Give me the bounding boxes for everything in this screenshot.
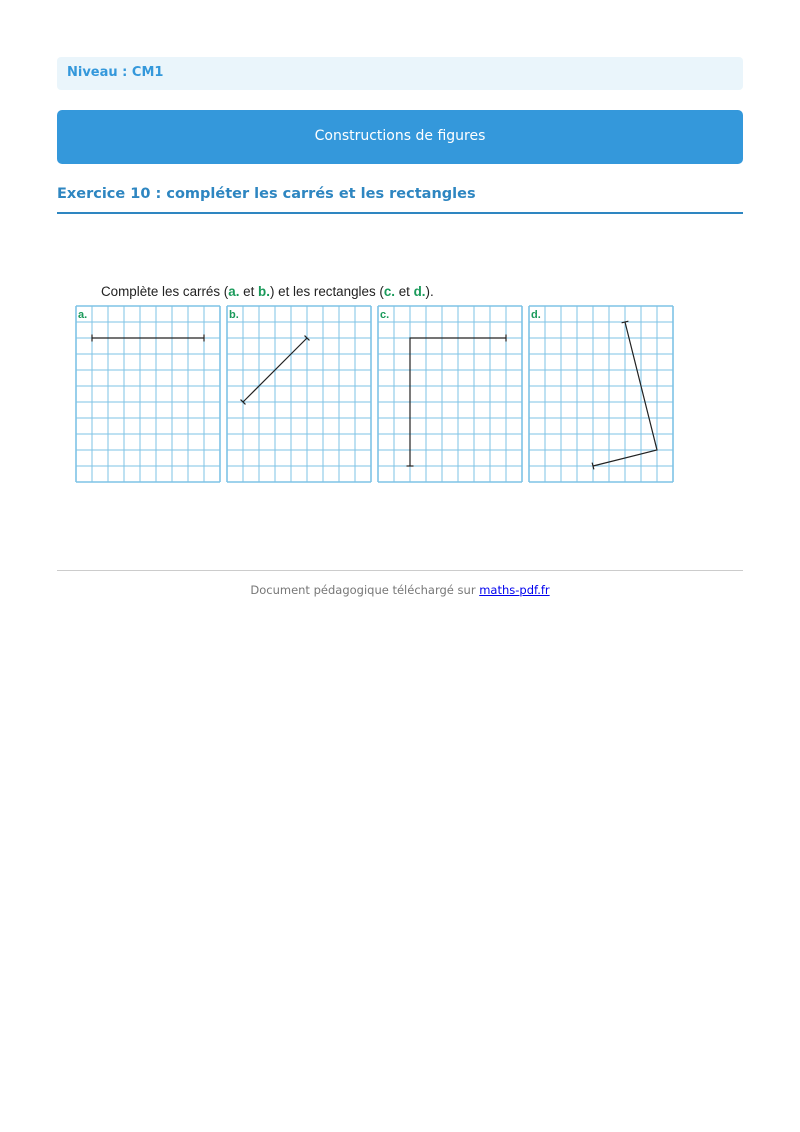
level-label: Niveau : CM1 — [67, 65, 164, 80]
instruction-ref-d: d. — [413, 284, 426, 299]
footer — [0, 583, 800, 597]
title-banner — [57, 110, 743, 164]
instruction-ref-b: b. — [258, 284, 270, 299]
worksheet-figure — [70, 280, 680, 486]
grid-panel-d — [529, 306, 673, 482]
grid-panels — [70, 280, 680, 486]
exercise-title: Exercice 10 : compléter les carrés et les rectangles — [57, 186, 476, 202]
endpoint-tick — [622, 321, 629, 323]
instruction-et1: et — [239, 284, 259, 299]
instruction-part1: Complète les carrés ( — [101, 284, 229, 299]
panel-label: a. — [78, 309, 88, 321]
instruction-part3: ). — [425, 284, 434, 299]
instruction-ref-c: c. — [383, 284, 395, 299]
panel-label: c. — [380, 309, 390, 321]
grid-panel-c — [378, 306, 522, 482]
footer-link[interactable]: maths-pdf.fr — [479, 583, 550, 597]
level-box — [57, 57, 743, 90]
footer-text: Document pédagogique téléchargé sur — [250, 583, 480, 597]
instruction-et2: et — [395, 284, 414, 299]
endpoint-tick — [592, 463, 594, 470]
banner-title: Constructions de figures — [314, 128, 486, 144]
panel-label: d. — [531, 309, 541, 321]
exercise-divider — [57, 212, 743, 214]
panel-label: b. — [229, 309, 239, 321]
grid-panel-a — [76, 306, 220, 482]
instruction-ref-a: a. — [228, 284, 240, 299]
instruction-part2: ) et les rectangles ( — [269, 284, 384, 299]
grid-panel-b — [227, 306, 371, 482]
footer-divider — [57, 570, 743, 571]
